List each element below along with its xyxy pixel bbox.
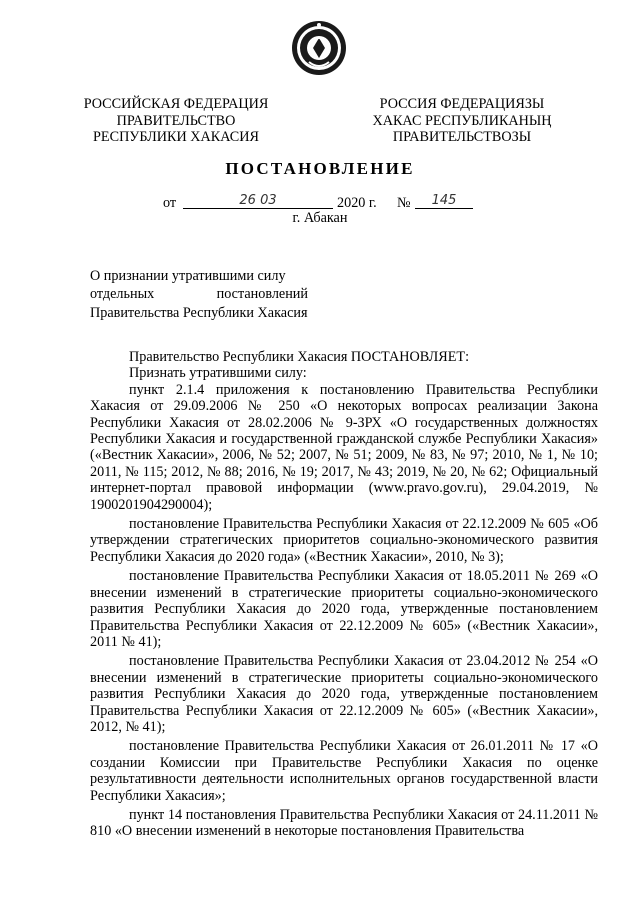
paragraph: Признать утратившими силу: [129,365,307,382]
paragraph: постановление Правительства Республики Хакасия от 18.05.2011 № 269 «О внесении изменений в стратегические приоритеты социально-экономического развития Республики Хакасия до 2020 года, утвержденные постановлением Правительства Республики Хакасия от 22.12.2009 № 605» («Вестник Хакасии», 2011 № 41); [90,568,598,650]
subject-word: постановлений [216,286,308,303]
header-right-line: ПРАВИТЕЛЬСТВОЗЫ [392,129,532,145]
number-label: № [397,195,411,211]
header-left-line: ПРАВИТЕЛЬСТВО [116,112,236,129]
document-title: ПОСТАНОВЛЕНИЕ [225,159,415,178]
coat-of-arms-icon [289,18,349,78]
from-label: от [163,195,177,211]
city-label: г. Абакан [292,210,348,226]
paragraph: постановление Правительства Республики Хакасия от 22.12.2009 № 605 «Об утверждении стратегических приоритетов социально-экономического развития Республики Хакасия до 2020 года» («Вестник Хакасии», 2010, № 3); [90,516,598,565]
subject-line: О признании утратившими силу [90,268,286,284]
paragraph: пункт 2.1.4 приложения к постановлению Правительства Республики Хакасия от 29.09.2006 № 250 «О некоторых вопросах реализации Закона Республики Хакасия от 28.02.2006 № 9-ЗРХ «О государственных должностях Республики Хакасия и государственной гражданской службе Республики Хакасия» («Вестник Хакасии», 2006, № 52; 2007, № 51; 2009, № 83, № 97; 2010, № 1, № 10; 2011, № 115; 2012, № 88; 2016, № 19; 2017, № 43; 2019, № 20, № 62; Официальный интернет-портал правовой информации (www.pravo.gov.ru), 29.04.2019, № 1900201904290004); [90,381,598,513]
city [0,210,640,227]
paragraph: постановление Правительства Республики Хакасия от 26.01.2011 № 17 «О создании Комиссии при Правительстве Республики Хакасия по оценке результативности деятельности исполнительных органов государственной власти Республики Хакасия»; [90,738,598,804]
header-left [61,96,291,146]
subject-line: Правительства Республики Хакасия [90,304,308,321]
header-right [347,96,577,146]
subject-line [90,285,308,303]
subject-word: отдельных [90,286,155,303]
header-left-line: РОССИЙСКАЯ ФЕДЕРАЦИЯ [83,96,269,112]
header-right-line: РОССИЯ ФЕДЕРАЦИЯЗЫ [379,96,545,112]
paragraph: постановление Правительства Республики Хакасия от 23.04.2012 № 254 «О внесении изменений в стратегические приоритеты социально-экономического развития Республики Хакасия до 2020 года, утвержденные постановлением Правительства Республики Хакасия от 22.12.2009 № 605» («Вестник Хакасии», 2012, № 41); [90,653,598,735]
paragraph: пункт 14 постановления Правительства Республики Хакасия от 24.11.2011 № 810 «О внесении изменений в некоторые постановления Правительства [90,806,598,840]
subject-block [90,267,308,322]
header-right-line: ХАКАС РЕСПУБЛИКАНЫҢ [372,112,552,129]
date-handwritten: 26 03 [183,193,333,209]
year-label: 2020 г. [337,195,377,211]
body-text [90,349,598,840]
number-handwritten: 145 [415,193,473,209]
header-left-line: РЕСПУБЛИКИ ХАКАСИЯ [93,129,259,145]
paragraph: Правительство Республики Хакасия ПОСТАНОВЛЯЕТ: [129,349,470,365]
